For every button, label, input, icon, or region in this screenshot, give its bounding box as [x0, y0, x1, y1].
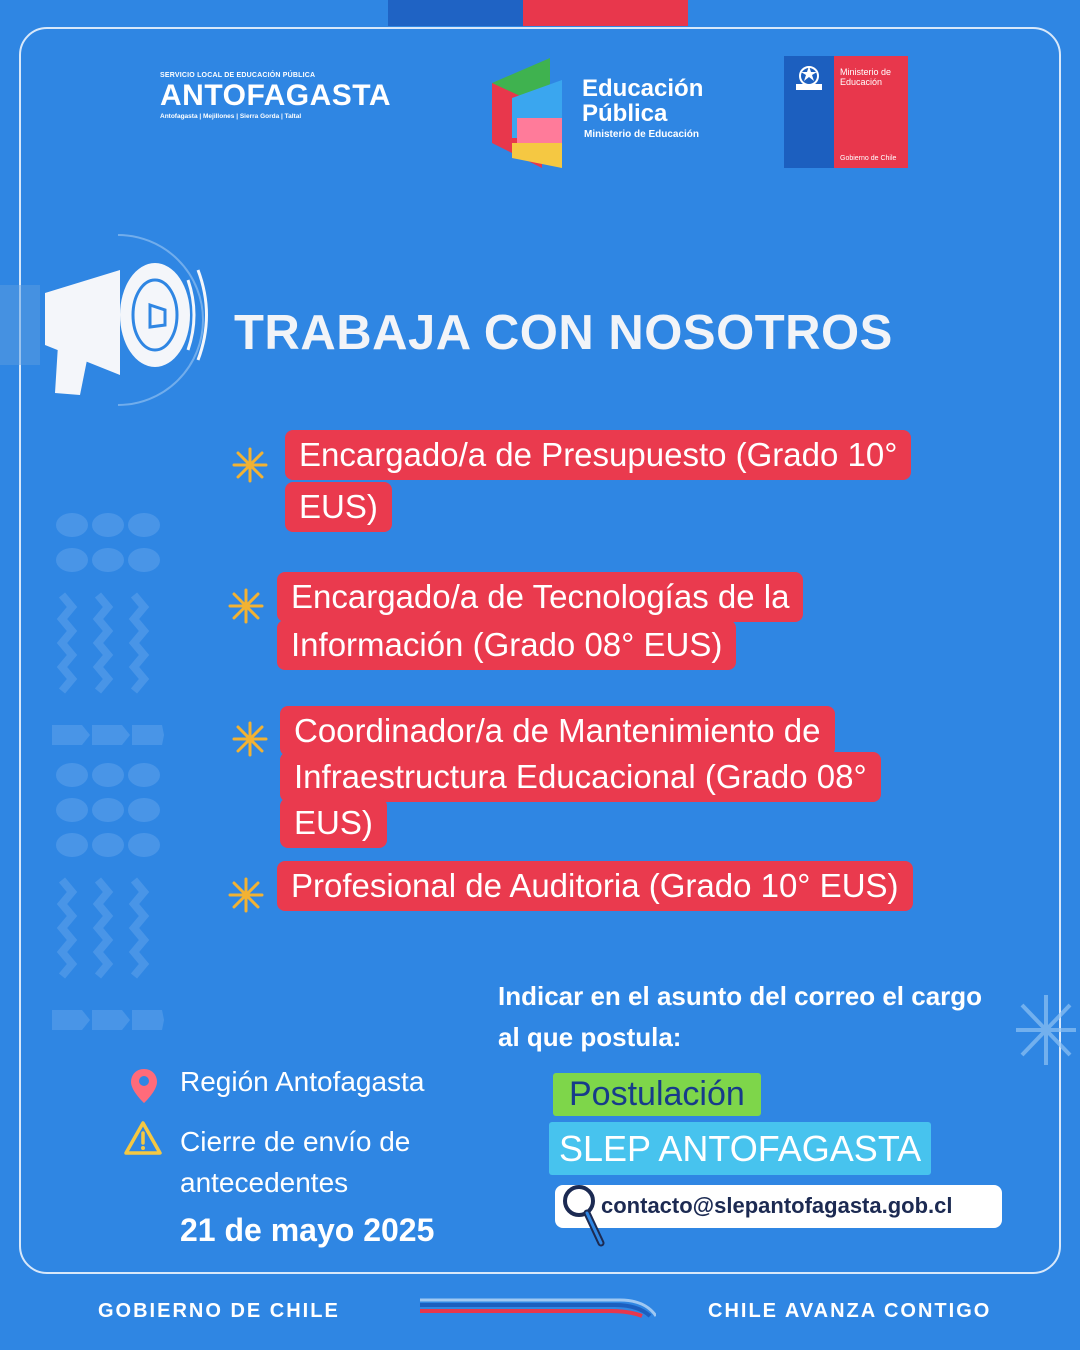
- asterisk-icon: [232, 721, 268, 757]
- slep-logo: [160, 72, 420, 132]
- slep-service-label: SERVICIO LOCAL DE EDUCACIÓN PÚBLICA: [160, 72, 316, 79]
- job-2-line-1: Encargado/a de Tecnologías de la: [277, 572, 803, 622]
- job-4-line-1: Profesional de Auditoria (Grado 10° EUS): [277, 861, 913, 911]
- warning-icon: [124, 1121, 162, 1155]
- top-accent-blue: [388, 0, 523, 26]
- job-1-line-2: EUS): [285, 482, 392, 532]
- edu-title: Educación Pública: [582, 75, 704, 127]
- decorative-pattern: [52, 505, 164, 1035]
- asterisk-icon: [228, 877, 264, 913]
- ministerio-name: Ministerio de Educación: [840, 67, 892, 87]
- edu-subtitle: Ministerio de Educación: [584, 129, 700, 140]
- subject-tag-postulacion: Postulación: [553, 1073, 761, 1116]
- educacion-publica-icon: [492, 58, 572, 168]
- asterisk-icon: [228, 588, 264, 624]
- apply-instruction: Indicar en el asunto del correo el cargo al que postula:: [498, 981, 983, 1052]
- job-2-line-2: Información (Grado 08° EUS): [277, 620, 736, 670]
- coat-of-arms-icon: [784, 56, 834, 106]
- closing-label: Cierre de envío de antecedentes: [180, 1126, 411, 1198]
- job-1-line-1: Encargado/a de Presupuesto (Grado 10°: [285, 430, 911, 480]
- magnifier-icon: [561, 1185, 605, 1247]
- decorative-star-icon: [1012, 990, 1080, 1070]
- location-text: Región Antofagasta: [180, 1066, 425, 1097]
- closing-date: 21 de mayo 2025: [180, 1212, 435, 1248]
- job-3-line-2: Infraestructura Educacional (Grado 08°: [280, 752, 881, 802]
- slep-name: ANTOFAGASTA: [160, 79, 392, 112]
- email-box[interactable]: [555, 1185, 1002, 1228]
- job-3-line-1: Coordinador/a de Mantenimiento de: [280, 706, 835, 756]
- location-pin-icon: [130, 1068, 158, 1104]
- megaphone-icon: [0, 215, 220, 425]
- asterisk-icon: [232, 447, 268, 483]
- job-3-line-3: EUS): [280, 798, 387, 848]
- gobierno-label: Gobierno de Chile: [840, 155, 897, 162]
- slep-towns: Antofagasta | Mejillones | Sierra Gorda | Taltal: [160, 113, 302, 120]
- subject-tag-slep: SLEP ANTOFAGASTA: [549, 1122, 931, 1175]
- page-title: TRABAJA CON NOSOTROS: [234, 306, 893, 360]
- top-accent-red: [523, 0, 688, 26]
- ministerio-logo: [784, 56, 908, 168]
- footer-slogan: CHILE AVANZA CONTIGO: [708, 1300, 992, 1322]
- footer-gobierno: GOBIERNO DE CHILE: [98, 1300, 340, 1322]
- contact-email[interactable]: contacto@slepantofagasta.gob.cl: [601, 1193, 953, 1218]
- educacion-publica-logo: [492, 58, 732, 168]
- footer-stripe: [420, 1298, 656, 1318]
